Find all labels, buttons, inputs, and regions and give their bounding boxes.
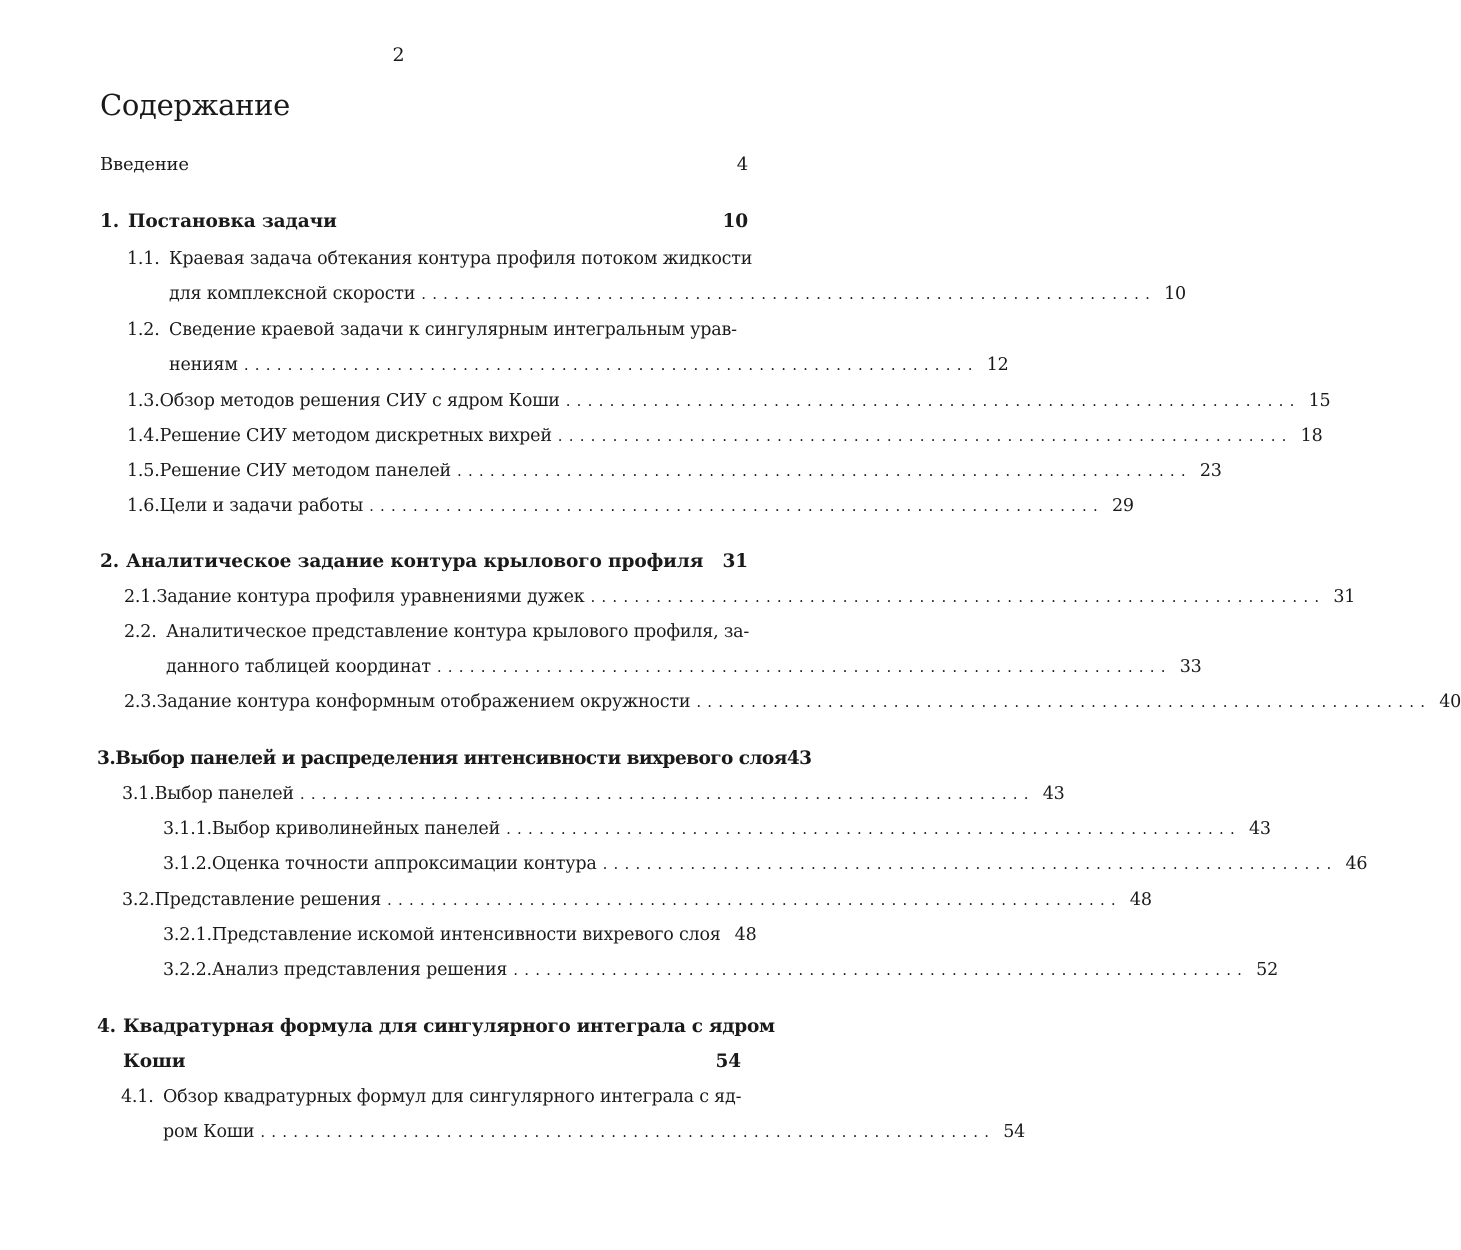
- toc-page: 33: [1179, 657, 1202, 677]
- toc-page: 48: [734, 925, 757, 945]
- toc-page: 10: [722, 211, 748, 232]
- dot-leader: ...................................................................: [602, 855, 1338, 873]
- toc-page: 31: [1333, 587, 1356, 607]
- toc-title: Выбор панелей: [154, 784, 294, 804]
- toc-title: Задание контура профиля уравнениями дужек: [156, 587, 585, 607]
- toc-number: 2.: [100, 551, 120, 572]
- toc-chapter-3[interactable]: [97, 748, 812, 769]
- toc-section-2-2-cont[interactable]: [166, 657, 1202, 677]
- dot-leader: ...................................................................: [369, 497, 1104, 515]
- toc-title: Представление решения: [154, 890, 382, 910]
- toc-section-1-6[interactable]: [127, 496, 1134, 516]
- toc-page: 48: [1129, 890, 1152, 910]
- toc-number: 1.6.: [127, 496, 160, 516]
- toc-number: 3.2.2.: [163, 960, 212, 980]
- toc-title-line2: нениям: [169, 355, 238, 375]
- toc-page: 54: [715, 1051, 741, 1072]
- toc-section-1-1-cont[interactable]: [169, 284, 1186, 304]
- toc-section-4-1-cont[interactable]: [163, 1122, 1026, 1142]
- dot-leader: ...................................................................: [457, 462, 1192, 480]
- toc-number: 2.3.: [124, 692, 157, 712]
- toc-number: 4.: [97, 1016, 116, 1037]
- toc-section-3-2[interactable]: [122, 890, 1152, 910]
- toc-section-1-1[interactable]: [127, 249, 752, 269]
- toc-page: 52: [1256, 960, 1279, 980]
- toc-title: Задание контура конформным отображением окружности: [156, 692, 691, 712]
- toc-title-line2: Коши: [123, 1051, 186, 1072]
- toc-number: 2.2.: [124, 622, 157, 642]
- dot-leader: ...................................................................: [421, 285, 1157, 303]
- toc-title: Представление искомой интенсивности вихревого слоя: [211, 925, 721, 945]
- toc-title-line2: данного таблицей координат: [166, 657, 431, 677]
- toc-title: Решение СИУ методом панелей: [159, 461, 451, 481]
- dot-leader: ...................................................................: [506, 820, 1241, 838]
- toc-title: Постановка задачи: [128, 211, 337, 232]
- toc-page: 43: [1042, 784, 1065, 804]
- toc-section-2-2[interactable]: [124, 622, 749, 642]
- toc-page: 10: [1164, 284, 1186, 304]
- toc-number: 1.5.: [127, 461, 160, 481]
- toc-page: 23: [1199, 461, 1222, 481]
- toc-subsection-3-2-1[interactable]: [163, 925, 757, 945]
- toc-section-4-1[interactable]: [121, 1087, 741, 1107]
- dot-leader: ...................................................................: [557, 427, 1293, 445]
- dot-leader: ...................................................................: [590, 588, 1326, 606]
- toc-chapter-4[interactable]: [97, 1016, 775, 1037]
- toc-page: 12: [986, 355, 1009, 375]
- toc-title-line1: Сведение краевой задачи к сингулярным интегральным урав-: [169, 320, 737, 340]
- toc-page: 40: [1439, 692, 1461, 712]
- toc-page: 43: [786, 748, 812, 769]
- toc-subsection-3-1-1[interactable]: [163, 819, 1271, 839]
- toc-title: Выбор криволинейных панелей: [211, 819, 501, 839]
- toc-chapter-2[interactable]: [100, 551, 748, 572]
- toc-title: Аналитическое задание контура крылового профиля: [126, 551, 704, 572]
- toc-number: 3.2.: [122, 890, 155, 910]
- dot-leader: ...................................................................: [387, 891, 1122, 909]
- toc-section-1-3[interactable]: [127, 391, 1331, 411]
- toc-title: Введение: [100, 154, 189, 175]
- toc-page: 46: [1345, 854, 1368, 874]
- toc-number: 3.1.: [122, 784, 155, 804]
- toc-section-2-1[interactable]: [124, 587, 1356, 607]
- toc-title-line1: Обзор квадратурных формул для сингулярного интеграла с яд-: [163, 1087, 742, 1107]
- toc-title-line1: Квадратурная формула для сингулярного интеграла с ядром: [123, 1016, 775, 1037]
- toc-chapter-4-cont[interactable]: [123, 1051, 741, 1072]
- toc-title: Решение СИУ методом дискретных вихрей: [159, 426, 552, 446]
- dot-leader: ...................................................................: [243, 356, 979, 374]
- dot-leader: ...................................................................: [299, 785, 1035, 803]
- toc-title: Выбор панелей и распределения интенсивности вихревого слоя: [115, 748, 787, 769]
- toc-subsection-3-2-2[interactable]: [163, 960, 1279, 980]
- toc-title-line2: для комплексной скорости: [169, 284, 416, 304]
- toc-number: 3.: [97, 748, 116, 769]
- toc-number: 2.1.: [124, 587, 157, 607]
- toc-number: 3.1.2.: [163, 854, 212, 874]
- dot-leader: ...................................................................: [436, 658, 1172, 676]
- toc-page: 29: [1111, 496, 1134, 516]
- toc-number: 1.4.: [127, 426, 160, 446]
- toc-section-1-2[interactable]: [127, 320, 737, 340]
- page-title: Содержание: [100, 88, 291, 122]
- toc-title: Цели и задачи работы: [159, 496, 364, 516]
- toc-page: 4: [736, 154, 748, 175]
- toc-title-line1: Аналитическое представление контура крылового профиля, за-: [166, 622, 750, 642]
- dot-leader: ...................................................................: [260, 1123, 996, 1141]
- toc-title-line2: ром Коши: [163, 1122, 255, 1142]
- toc-section-2-3[interactable]: [124, 692, 1461, 712]
- toc-page: 18: [1300, 426, 1323, 446]
- toc-section-1-2-cont[interactable]: [169, 355, 1009, 375]
- toc-subsection-3-1-2[interactable]: [163, 854, 1368, 874]
- toc-entry-intro[interactable]: [100, 154, 748, 175]
- toc-title: Оценка точности аппроксимации контура: [211, 854, 597, 874]
- dot-leader: ...................................................................: [565, 392, 1301, 410]
- toc-title: Обзор методов решения СИУ с ядром Коши: [159, 391, 560, 411]
- dot-leader: ...................................................................: [696, 693, 1432, 711]
- toc-page: 31: [722, 551, 748, 572]
- toc-number: 1.1.: [127, 249, 160, 269]
- toc-title: Анализ представления решения: [211, 960, 508, 980]
- toc-number: 4.1.: [121, 1087, 154, 1107]
- toc-number: 1.3.: [127, 391, 160, 411]
- toc-title-line1: Краевая задача обтекания контура профиля потоком жидкости: [169, 249, 753, 269]
- toc-section-1-4[interactable]: [127, 426, 1323, 446]
- toc-section-1-5[interactable]: [127, 461, 1222, 481]
- toc-chapter-1[interactable]: [100, 211, 748, 232]
- page-number: 2: [392, 44, 405, 66]
- dot-leader: ...................................................................: [513, 961, 1249, 979]
- toc-page: 15: [1308, 391, 1331, 411]
- toc-number: 3.2.1.: [163, 925, 212, 945]
- toc-number: 1.2.: [127, 320, 160, 340]
- toc-number: 3.1.1.: [163, 819, 212, 839]
- toc-page: 43: [1248, 819, 1271, 839]
- toc-page: 54: [1003, 1122, 1026, 1142]
- toc-number: 1.: [100, 211, 120, 232]
- toc-section-3-1[interactable]: [122, 784, 1065, 804]
